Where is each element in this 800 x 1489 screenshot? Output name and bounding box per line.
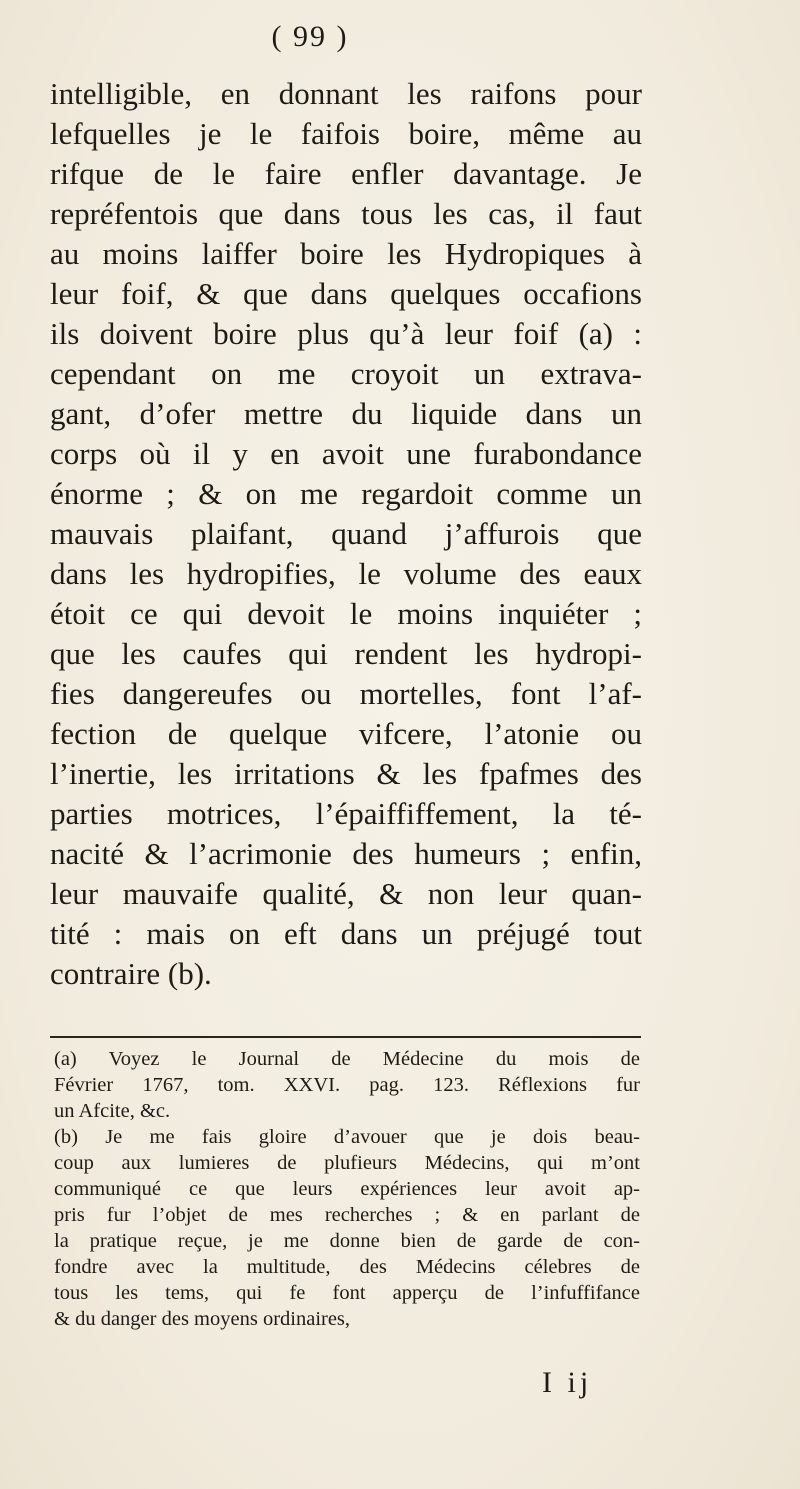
footnote-line: tous les tems, qui fe font apperçu de l’infuffifance xyxy=(54,1282,640,1304)
footnote-line: la pratique reçue, je me donne bien de garde de con- xyxy=(54,1230,640,1252)
footnote-line: pris fur l’objet de mes recherches ; & en parlant de xyxy=(54,1204,640,1226)
body-line: que les caufes qui rendent les hydropi- xyxy=(50,636,642,671)
body-line: au moins laiffer boire les Hydropiques à xyxy=(50,236,642,271)
body-line: repréfentois que dans tous les cas, il faut xyxy=(50,196,642,231)
body-line: l’inertie, les irritations & les fpafmes des xyxy=(50,756,642,791)
footnote-line: coup aux lumieres de plufieurs Médecins, qui m’ont xyxy=(54,1152,640,1174)
body-line: lefquelles je le faifois boire, même au xyxy=(50,116,642,151)
body-line: rifque de le faire enfler davantage. Je xyxy=(50,156,642,191)
body-line: mauvais plaifant, quand j’affurois que xyxy=(50,516,642,551)
body-line: nacité & l’acrimonie des humeurs ; enfin, xyxy=(50,836,642,871)
body-line: corps où il y en avoit une furabondance xyxy=(50,436,642,471)
footnote-line: (b) Je me fais gloire d’avouer que je dois beau- xyxy=(54,1126,640,1148)
body-line: énorme ; & on me regardoit comme un xyxy=(50,476,642,511)
body-line: contraire (b). xyxy=(50,956,212,991)
footnote-line: Février 1767, tom. XXVI. pag. 123. Réflexions fur xyxy=(54,1074,640,1096)
footnote-line: communiqué ce que leurs expériences leur avoit ap- xyxy=(54,1178,640,1200)
footnote-line: (a) Voyez le Journal de Médecine du mois de xyxy=(54,1048,640,1070)
body-line: dans les hydropifies, le volume des eaux xyxy=(50,556,642,591)
body-line: ils doivent boire plus qu’à leur foif (a) : xyxy=(50,316,642,351)
page-number: ( 99 ) xyxy=(271,20,349,53)
body-line: fies dangereufes ou mortelles, font l’af- xyxy=(50,676,642,711)
body-line: leur mauvaife qualité, & non leur quan- xyxy=(50,876,642,911)
body-line: leur foif, & que dans quelques occafions xyxy=(50,276,642,311)
signature-mark: I ij xyxy=(542,1366,593,1399)
body-line: fection de quelque vifcere, l’atonie ou xyxy=(50,716,642,751)
footnote-divider xyxy=(50,1036,641,1038)
body-line: cependant on me croyoit un extrava- xyxy=(50,356,642,391)
body-line: étoit ce qui devoit le moins inquiéter ; xyxy=(50,596,642,631)
body-line: parties motrices, l’épaiffiffement, la té- xyxy=(50,796,642,831)
body-line: intelligible, en donnant les raifons pour xyxy=(50,76,642,111)
footnote-line: un Afcite, &c. xyxy=(54,1100,171,1122)
body-line: gant, d’ofer mettre du liquide dans un xyxy=(50,396,642,431)
body-line: tité : mais on eft dans un préjugé tout xyxy=(50,916,642,951)
footnote-line: & du danger des moyens ordinaires, xyxy=(54,1308,351,1330)
footnote-line: fondre avec la multitude, des Médecins célebres de xyxy=(54,1256,640,1278)
